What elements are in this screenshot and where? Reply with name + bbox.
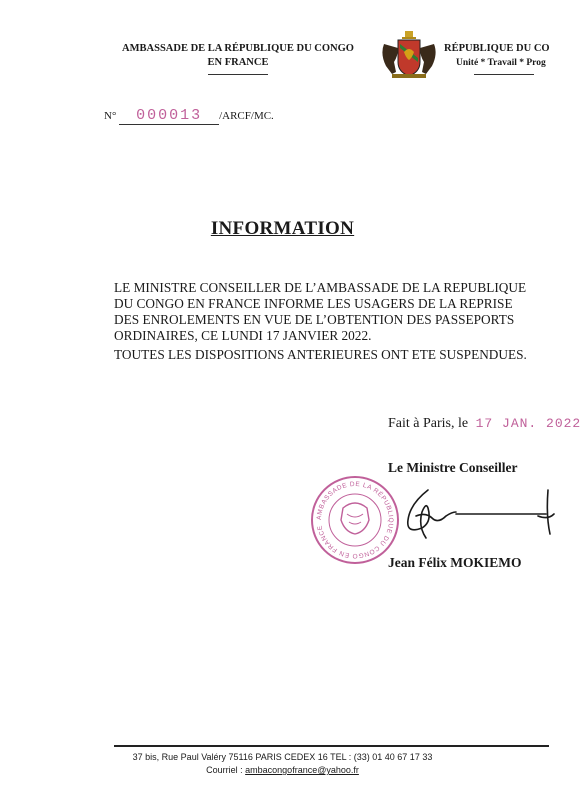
reference-line	[104, 107, 274, 125]
handwritten-signature	[398, 486, 558, 546]
footer-email-link[interactable]: ambacongofrance@yahoo.fr	[245, 765, 359, 775]
embassy-name: AMBASSADE DE LA RÉPUBLIQUE DU CONGO	[122, 43, 354, 54]
seal-text: AMBASSADE DE LA RÉPUBLIQUE DU CONGO EN FRANCE	[315, 480, 395, 560]
reference-label: N°	[104, 110, 117, 122]
place-text: Fait à Paris, le	[388, 416, 469, 431]
place-date-line	[388, 416, 581, 432]
date-stamp: 17 JAN. 2022	[475, 416, 582, 431]
republic-name: RÉPUBLIQUE DU CO	[444, 43, 550, 54]
header-divider	[208, 74, 268, 75]
official-seal-icon	[309, 474, 401, 566]
reference-suffix: /ARCF/MC.	[219, 110, 274, 122]
signatory-title: Le Ministre Conseiller	[388, 460, 518, 475]
embassy-header	[118, 42, 358, 75]
reference-number-stamp: 000013	[119, 107, 219, 125]
footer-address: 37 bis, Rue Paul Valéry 75116 PARIS CEDEX 16 TEL : (33) 01 40 67 17 33	[132, 752, 433, 762]
svg-text:AMBASSADE DE LA RÉPUBLIQUE DU	[316, 481, 394, 559]
announcement-paragraph: LE MINISTRE CONSEILLER DE L’AMBASSADE DE LA REPUBLIQUE DU CONGO EN FRANCE INFORME LES USAGERS DE LA REPRISE DES ENROLEMENTS EN VUE DE L’OBTENTION DES PASSEPORTS ORDINAIRES, CE LUNDI 17 JANVIER 2022.	[114, 280, 527, 343]
republic-motto: Unité * Travail * Prog	[456, 58, 546, 68]
signatory-name: Jean Félix MOKIEMO	[388, 555, 522, 570]
header-divider-right	[474, 74, 534, 75]
coat-of-arms-icon	[378, 30, 440, 80]
embassy-country: EN FRANCE	[207, 57, 269, 68]
footer-contact	[0, 765, 565, 775]
footer-divider	[114, 745, 549, 747]
document-title: INFORMATION	[210, 218, 355, 239]
republic-header	[444, 42, 584, 75]
footer-email-label: Courriel :	[206, 765, 243, 775]
suspension-paragraph: TOUTES LES DISPOSITIONS ANTERIEURES ONT ETE SUSPENDUES.	[114, 347, 527, 362]
